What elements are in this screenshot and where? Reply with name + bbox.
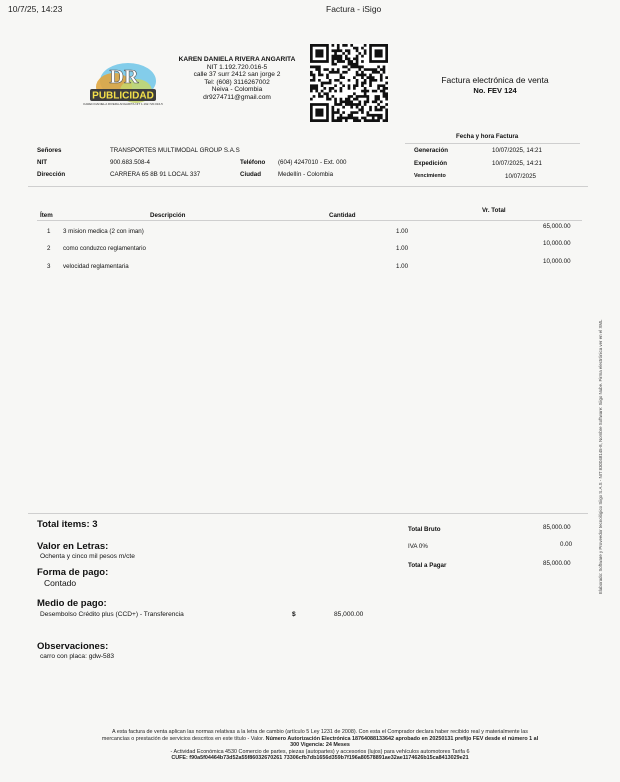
expedition-label: Expedición bbox=[414, 160, 448, 167]
issuer-block bbox=[172, 56, 302, 102]
print-title: Factura - iSigo bbox=[326, 4, 382, 14]
payment-method-label: Medio de pago: bbox=[37, 598, 107, 609]
row-quantity: 1.00 bbox=[396, 245, 409, 252]
payment-form: Contado bbox=[44, 578, 77, 588]
row-total: 10,000.00 bbox=[543, 240, 571, 247]
print-datetime: 10/7/25, 14:23 bbox=[8, 4, 63, 14]
footer-line-2b: Número Autorización Electrónica 18764088133642 aprobado en 20250131 prefijo FEV desde el número 1 al bbox=[265, 735, 539, 742]
row-number: 1 bbox=[47, 228, 51, 235]
customer-address: CARRERA 65 8B 91 LOCAL 337 bbox=[110, 171, 201, 178]
payment-currency: $ bbox=[292, 611, 296, 618]
footer-line-1: A esta factura de venta aplican las normas relativas a la letra de cambio (artículo 5 Ley 1231 de 2008). Con esta el Comprador declara haber recibido real y materialmente las bbox=[112, 729, 528, 735]
table-header-divider bbox=[37, 220, 582, 221]
payment-method: Desembolso Crédito plus (CCD+) - Transferencia bbox=[40, 611, 184, 618]
footer-line-3: 300 Vigencia: 24 Meses bbox=[290, 742, 350, 749]
customer-phone: (604) 4247010 - Ext. 000 bbox=[278, 159, 347, 166]
customer-senores-label: Señores bbox=[37, 147, 62, 154]
issuer-name: KAREN DANIELA RIVERA ANGARITA bbox=[178, 56, 296, 63]
dates-header: Fecha y hora Factura bbox=[456, 133, 519, 140]
customer-name: TRANSPORTES MULTIMODAL GROUP S.A.S bbox=[110, 147, 240, 154]
amount-words: Ochenta y cinco mil pesos m/cte bbox=[40, 553, 135, 560]
payment-amount: 85,000.00 bbox=[334, 611, 364, 618]
qr-code bbox=[310, 44, 388, 122]
issuer-phone: Tel: (608) 3116267002 bbox=[204, 78, 270, 86]
table-bottom-divider bbox=[28, 513, 588, 514]
col-total-header: Vr. Total bbox=[482, 207, 506, 214]
dates-divider bbox=[405, 143, 580, 144]
logo-initials: DR bbox=[109, 66, 139, 88]
footer-line-2a: mercancías o prestación de servicios descritos en este título - Valor. bbox=[101, 735, 265, 742]
footer-line-2 bbox=[60, 736, 580, 743]
customer-city-label: Ciudad bbox=[240, 171, 261, 178]
row-number: 2 bbox=[47, 245, 51, 252]
due-label: Vencimiento bbox=[414, 173, 446, 179]
software-provider-note: Elaborado: Software y Proveedor tecnológico Siigo S.A.S - NIT 830048145-8, Nombre Software: Siigo Nube. Firma electrónica ver en el XML bbox=[598, 319, 603, 594]
observations: carro con placa: gdw-583 bbox=[40, 653, 115, 660]
vat-value: 0.00 bbox=[560, 541, 573, 548]
customer-address-label: Dirección bbox=[37, 171, 66, 178]
total-items: Total items: 3 bbox=[37, 519, 98, 530]
col-item-header: Ítem bbox=[40, 212, 53, 219]
payment-form-label: Forma de pago: bbox=[37, 567, 109, 578]
logo-wordmark: PUBLICIDAD bbox=[92, 90, 154, 102]
total-payable: 85,000.00 bbox=[543, 560, 571, 567]
gross-total: 85,000.00 bbox=[543, 524, 571, 531]
footer-line-5: CUFE: f90a5f04464b73d52a55f86032670261 73306cfb7db1656d359b7f196a80578891ae32ae1174626b15ca8413029e21 bbox=[171, 755, 469, 762]
row-total: 65,000.00 bbox=[543, 223, 571, 230]
gross-total-label: Total Bruto bbox=[408, 526, 441, 533]
due-date: 10/07/2025 bbox=[505, 173, 536, 180]
issuer-city: Neiva - Colombia bbox=[211, 86, 263, 94]
invoice-number: No. FEV 124 bbox=[473, 86, 517, 95]
logo-subtext: KAREN DANIELA RIVERA ANGARITA NIT 1.192.720.016-5 bbox=[83, 102, 163, 106]
row-quantity: 1.00 bbox=[396, 263, 409, 270]
customer-nit: 900.683.508-4 bbox=[110, 159, 150, 166]
row-description: 3 mision medica (2 con iman) bbox=[63, 228, 144, 235]
row-description: como conduzco reglamentario bbox=[63, 245, 146, 252]
vat-label: IVA 0% bbox=[408, 543, 428, 550]
invoice-type: Factura electrónica de venta bbox=[441, 75, 549, 85]
amount-words-label: Valor en Letras: bbox=[37, 541, 109, 552]
footer-line-4: - Actividad Económica 4530 Comercio de partes, piezas (autopartes) y accesorios (lujos) para vehículos automotores Tarifa 6 bbox=[170, 748, 470, 755]
issuer-address: calle 37 surr 2412 san jorge 2 bbox=[193, 71, 281, 79]
legal-footer bbox=[60, 729, 580, 762]
customer-city: Medellín - Colombia bbox=[278, 171, 334, 178]
row-number: 3 bbox=[47, 263, 51, 270]
customer-divider bbox=[28, 186, 588, 187]
issuer-nit: NIT 1.192.720.016-5 bbox=[206, 63, 268, 71]
generation-label: Generación bbox=[414, 147, 449, 154]
col-qty-header: Cantidad bbox=[329, 212, 356, 219]
col-desc-header: Descripción bbox=[150, 212, 186, 219]
customer-nit-label: NIT bbox=[37, 159, 47, 166]
issuer-email: dr9274711@gmail.com bbox=[203, 93, 271, 101]
generation-date: 10/07/2025, 14:21 bbox=[492, 147, 542, 154]
row-description: velocidad reglamentaria bbox=[63, 263, 129, 270]
customer-phone-label: Teléfono bbox=[240, 159, 266, 166]
row-total: 10,000.00 bbox=[543, 258, 571, 265]
total-payable-label: Total a Pagar bbox=[408, 562, 447, 569]
row-quantity: 1.00 bbox=[396, 228, 409, 235]
expedition-date: 10/07/2025, 14:21 bbox=[492, 160, 542, 167]
observations-label: Observaciones: bbox=[37, 641, 109, 652]
